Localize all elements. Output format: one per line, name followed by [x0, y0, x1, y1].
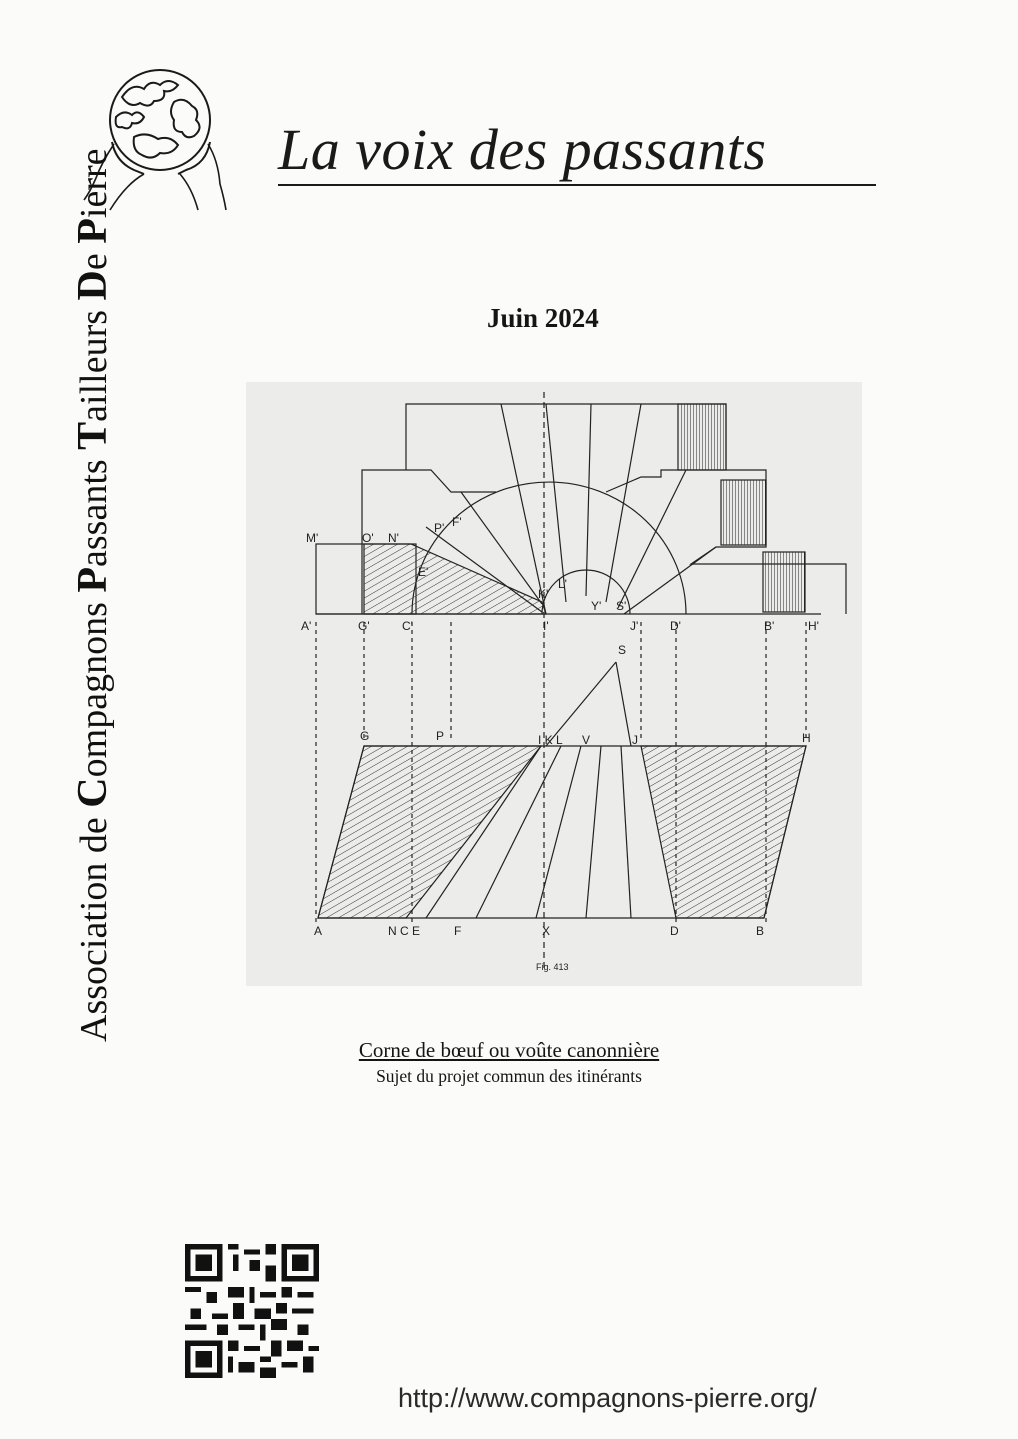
- page-title: La voix des passants: [278, 117, 767, 182]
- issue-date: Juin 2024: [487, 303, 599, 333]
- svg-text:A': A': [301, 619, 312, 633]
- figure-caption-subtitle: Sujet du projet commun des itinérants: [376, 1066, 642, 1086]
- svg-text:X: X: [542, 924, 551, 938]
- svg-text:V: V: [582, 733, 591, 747]
- svg-text:G: G: [360, 729, 370, 743]
- svg-text:D': D': [670, 619, 681, 633]
- stereotomy-drawing: [246, 382, 862, 986]
- svg-text:H': H': [808, 619, 819, 633]
- qr-code: [185, 1244, 319, 1378]
- svg-text:H: H: [802, 731, 811, 745]
- svg-text:S': S': [616, 599, 627, 613]
- svg-text:S: S: [618, 643, 627, 657]
- svg-text:I K L: I K L: [538, 733, 563, 747]
- svg-text:F': F': [452, 515, 462, 529]
- svg-text:G': G': [358, 619, 370, 633]
- association-name-vertical: Association de Compagnons Passants Tailleurs De Pierre: [70, 148, 116, 1042]
- svg-text:P': P': [434, 521, 445, 535]
- svg-text:B': B': [764, 619, 775, 633]
- svg-text:Fig. 413: Fig. 413: [536, 962, 569, 972]
- svg-text:D: D: [670, 924, 679, 938]
- website-url[interactable]: http://www.compagnons-pierre.org/: [398, 1383, 817, 1413]
- svg-text:C': C': [402, 619, 413, 633]
- svg-text:Y': Y': [591, 599, 602, 613]
- figure-caption-title: Corne de bœuf ou voûte canonnière: [358, 1038, 660, 1062]
- svg-text:O': O': [362, 531, 374, 545]
- svg-text:P: P: [436, 729, 445, 743]
- svg-text:L': L': [558, 577, 567, 591]
- svg-text:I': I': [543, 619, 549, 633]
- svg-text:N': N': [388, 531, 399, 545]
- svg-text:F: F: [454, 924, 462, 938]
- svg-text:J: J: [632, 733, 638, 747]
- svg-text:A: A: [314, 924, 323, 938]
- svg-text:B: B: [756, 924, 765, 938]
- svg-text:N C E: N C E: [388, 924, 421, 938]
- svg-text:M': M': [306, 531, 319, 545]
- svg-text:K': K': [538, 587, 549, 601]
- svg-text:J': J': [630, 619, 639, 633]
- title-underline: [278, 184, 876, 186]
- svg-text:E': E': [418, 565, 429, 579]
